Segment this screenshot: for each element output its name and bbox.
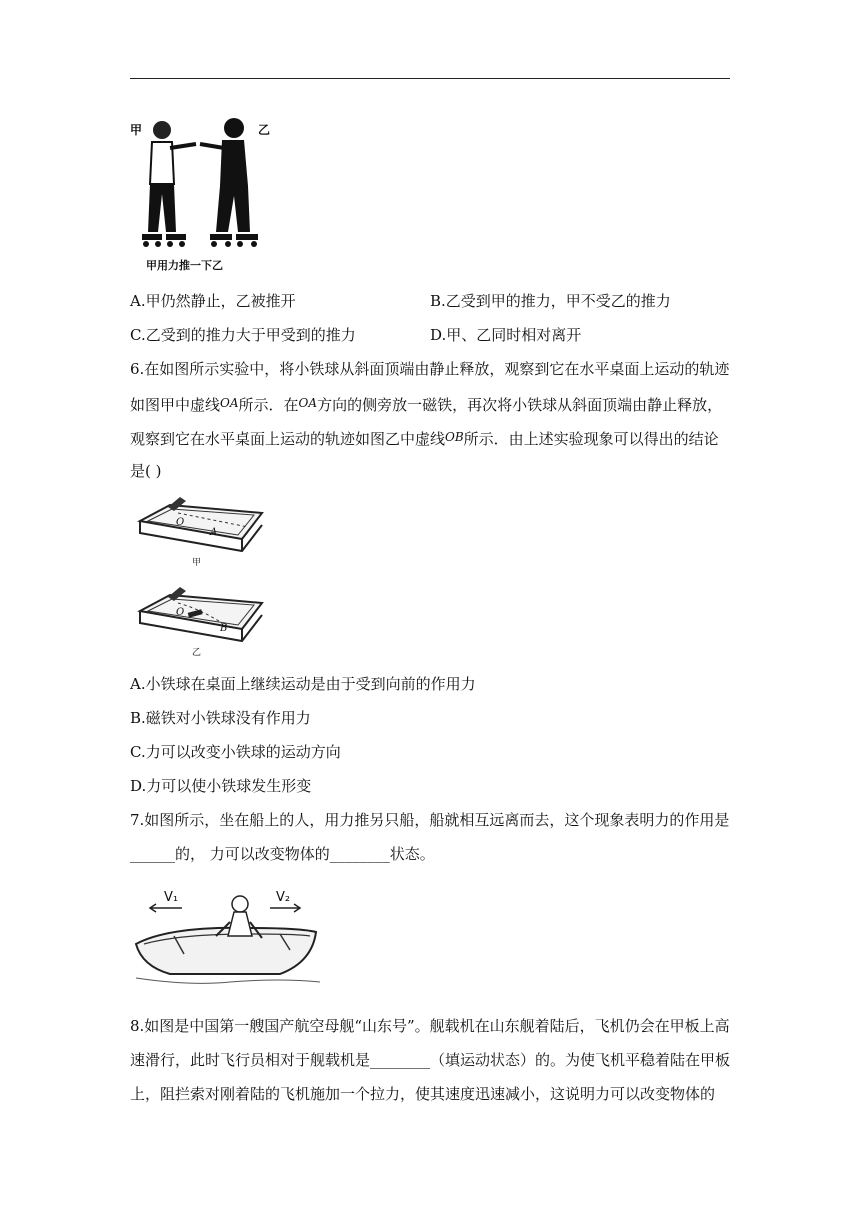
figure-caption-jia: 甲	[192, 558, 202, 568]
boat-illustration	[130, 882, 325, 997]
q5-option-d: D.甲、乙同时相对离开	[430, 326, 582, 344]
figure-caption: 甲用力推一下乙	[146, 259, 223, 272]
q5-option-a: A.甲仍然静止，乙被推开	[130, 292, 296, 310]
label-o: O	[176, 517, 185, 528]
q8-stem-line-3: 上，阻拦索对刚着陆的飞机施加一个拉力，使其速度迅速减小，这说明力可以改变物体的	[130, 1085, 716, 1103]
q7-stem-line-1: 7.如图所示，坐在船上的人，用力推另只船，船就相互远离而去，这个现象表明力的作用是	[130, 811, 730, 829]
figure-caption-yi: 乙	[192, 648, 202, 658]
q6-text: 观察到它在水平桌面上运动的轨迹如图乙中虚线	[130, 430, 446, 448]
q6-stem-line-1: 6.在如图所示实验中，将小铁球从斜面顶端由静止释放，观察到它在水平桌面上运动的轨迹	[130, 360, 730, 378]
q6-option-a: A.小铁球在桌面上继续运动是由于受到向前的作用力	[130, 675, 476, 693]
q6-text: 如图甲中虚线	[130, 396, 221, 414]
skaters-figure	[130, 110, 280, 275]
figure-label-jia: 甲	[130, 123, 143, 137]
label-o: O	[176, 607, 185, 618]
label-oa: OA	[220, 396, 239, 410]
label-b: B	[220, 623, 228, 634]
q6-option-c: C.力可以改变小铁球的运动方向	[130, 743, 341, 761]
header-rule	[130, 78, 730, 79]
figure-label-yi: 乙	[258, 123, 271, 137]
q6-option-d: D.力可以使小铁球发生形变	[130, 777, 312, 795]
label-ob: OB	[445, 430, 464, 444]
q6-text: 所示．由上述实验现象可以得出的结论	[463, 430, 719, 448]
q6-text: 所示．在	[238, 396, 299, 414]
skaters-illustration	[130, 110, 280, 255]
table-figure-jia	[130, 493, 270, 573]
q6-option-b: B.磁铁对小铁球没有作用力	[130, 709, 311, 727]
q6-stem-line-3	[130, 427, 719, 449]
q6-stem-line-4: 是( )	[130, 462, 162, 480]
q5-option-c: C.乙受到的推力大于甲受到的推力	[130, 326, 356, 344]
velocity-label-v2: V₂	[276, 890, 291, 905]
q8-stem-line-2: 速滑行，此时飞行员相对于舰载机是________（填运动状态）的。为使飞机平稳着陆在甲板	[130, 1051, 731, 1069]
boat-figure	[130, 882, 325, 997]
q6-text: 方向的侧旁放一磁铁，再次将小铁球从斜面顶端由静止释放，	[317, 396, 723, 414]
velocity-label-v1: V₁	[164, 890, 179, 905]
q8-stem-line-1: 8.如图是中国第一艘国产航空母舰“山东号”。舰载机在山东舰着陆后，飞机仍会在甲板上高	[130, 1017, 730, 1035]
label-a: A	[210, 527, 218, 538]
q7-stem-line-2: ______的， 力可以改变物体的________状态。	[130, 845, 435, 863]
q5-option-b: B.乙受到甲的推力，甲不受乙的推力	[430, 292, 671, 310]
table-figure-yi	[130, 583, 270, 663]
label-oa: OA	[298, 396, 318, 410]
q6-stem-line-2	[130, 393, 722, 415]
